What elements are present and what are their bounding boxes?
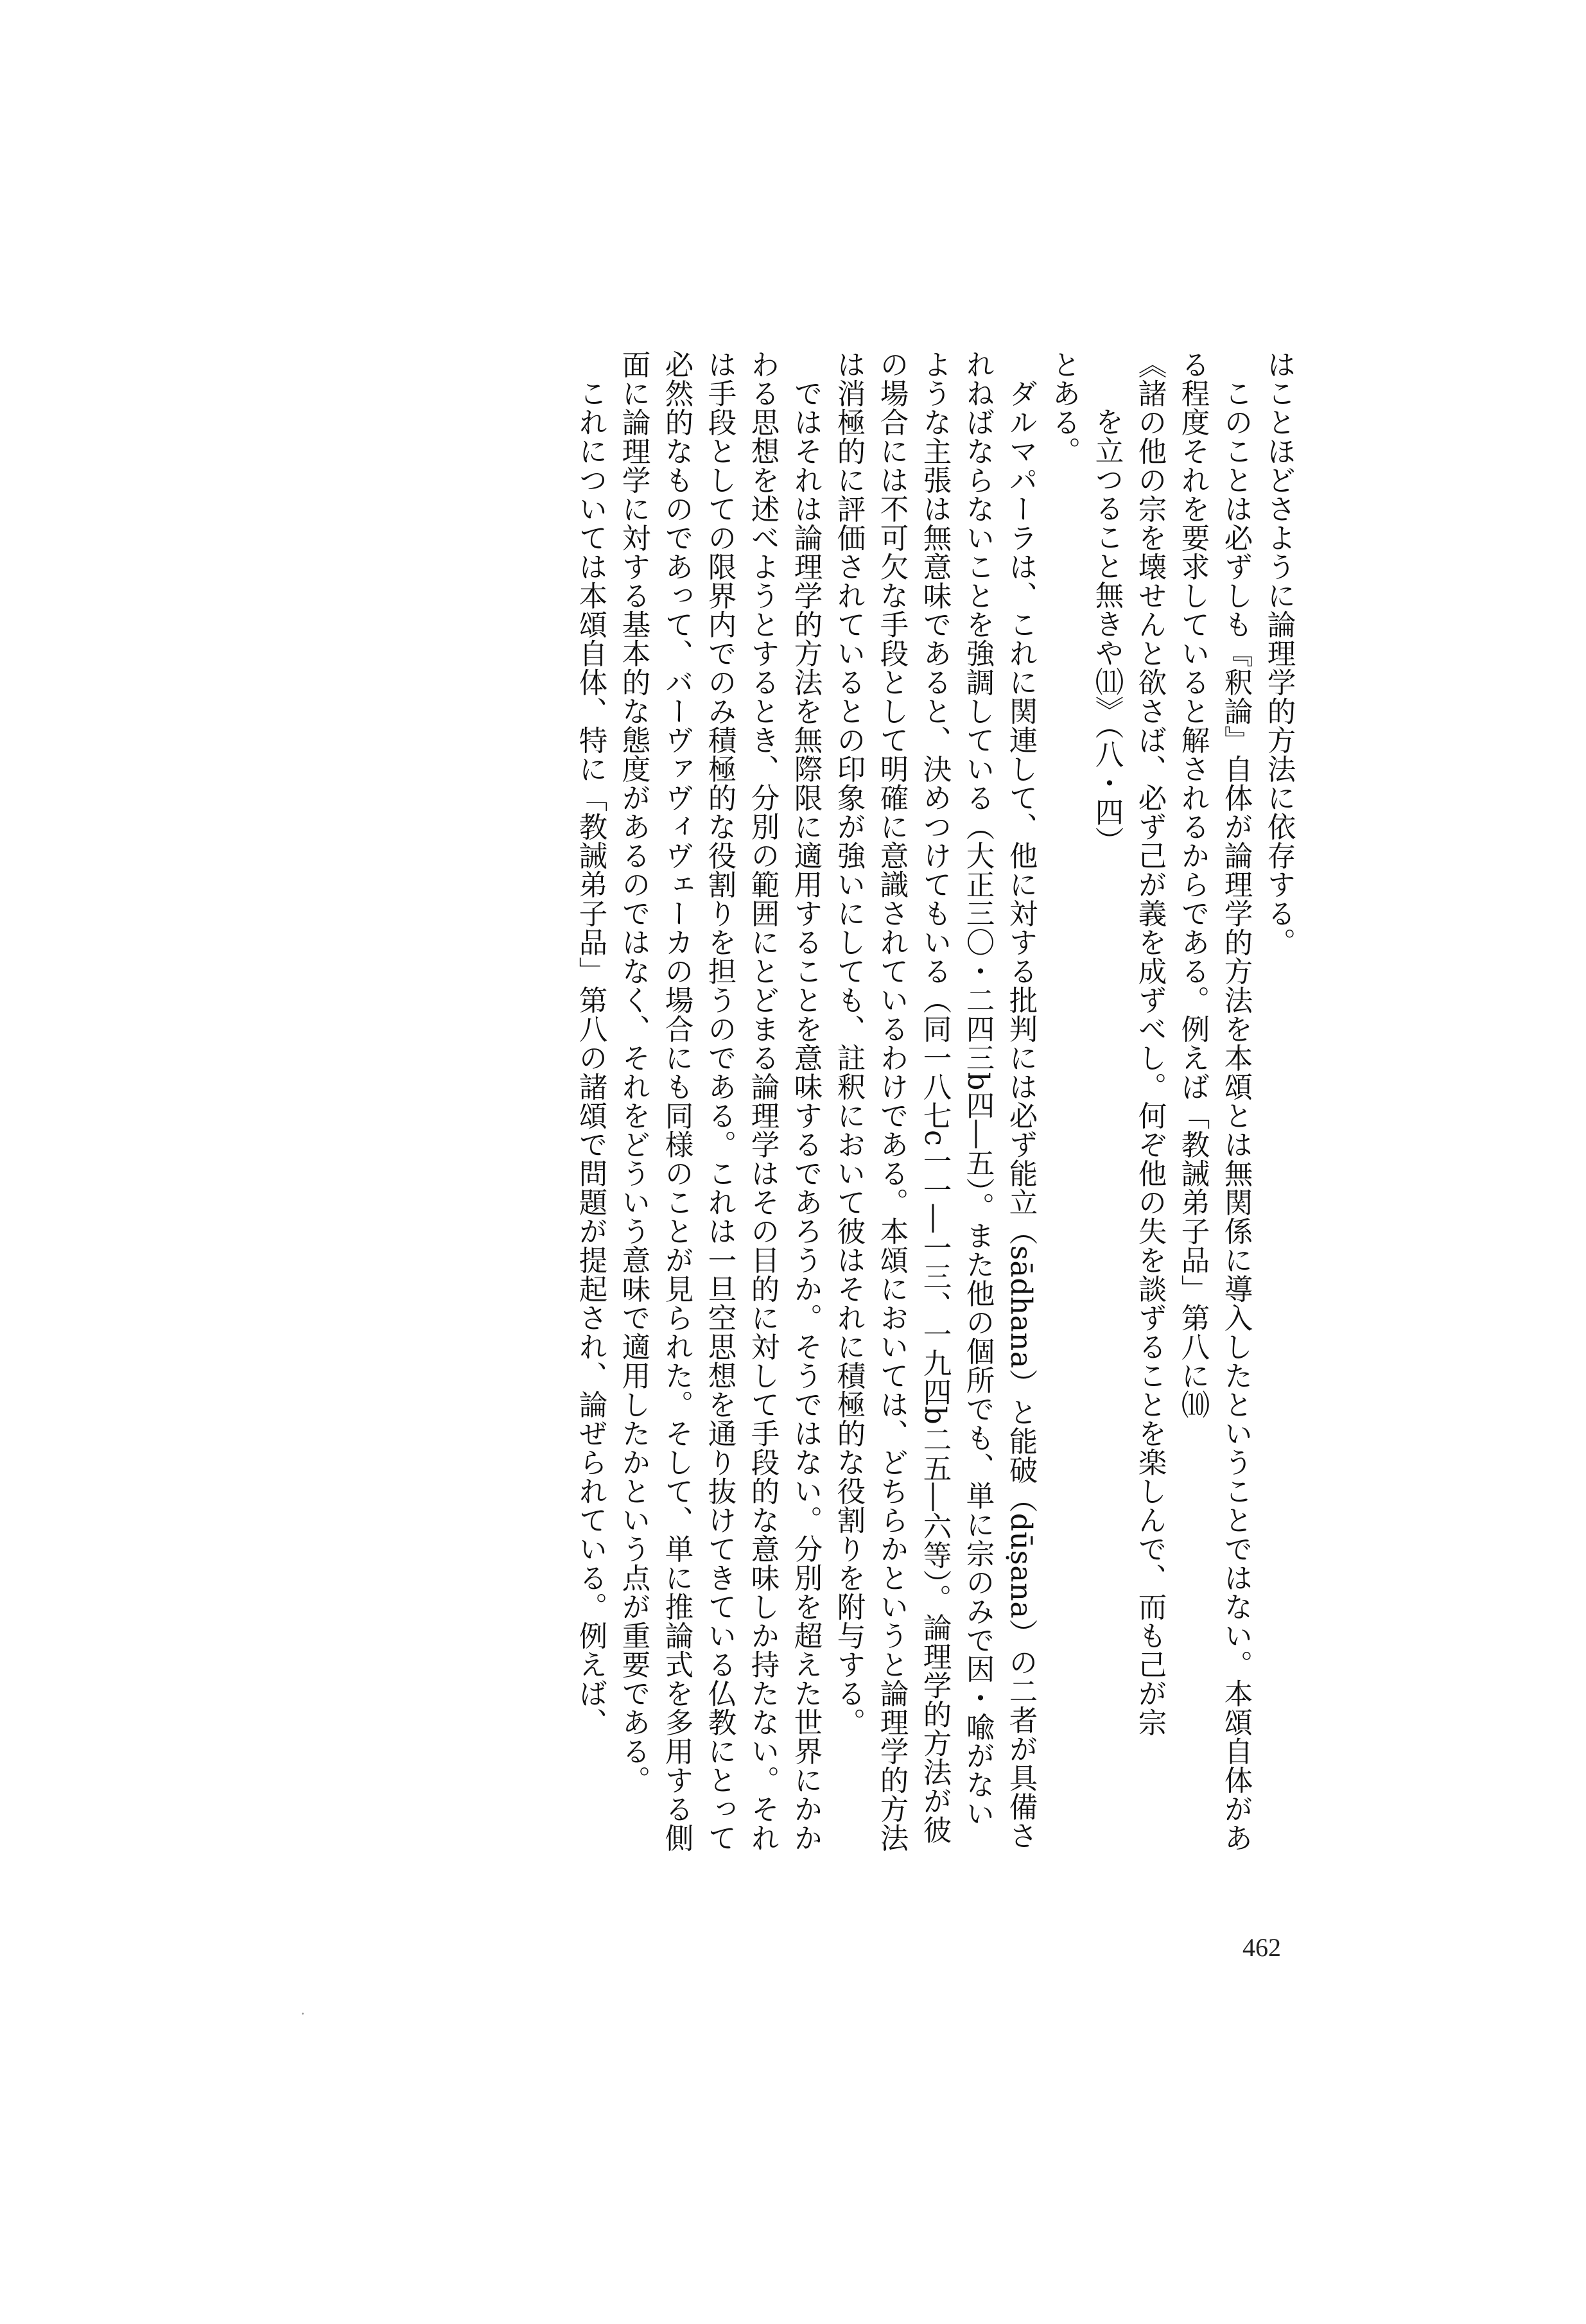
paragraph-5: ではそれは論理学的方法を無際限に適用することを意味するであろうか。そうではない。分別を超えた世界にかかわる思想を述べようとするとき、分別の範囲にとどまる論理学はその目的に対して手段的な意味しか持たない。それは手段としての限界内でのみ積極的な役割りを担うのである。これは一旦空思想を通り抜けてきている仏教にとって必然的なものであって、バーヴァヴィヴェーカの場合にも同様のことが見られた。そして、単に推論式を多用する側面に論理学に対する基本的な態度があるのではなく、それをどういう意味で適用したかという点が重要である。 xyxy=(617,350,822,1852)
page-number: 462 xyxy=(1242,1933,1281,1962)
vertical-text-body xyxy=(292,350,1300,1852)
quote-line-2: を立つること無きや⑾》（八・四） xyxy=(1090,407,1123,855)
paragraph-3: とある。 xyxy=(1047,350,1080,465)
paragraph-1: はことほどさように論理学的方法に依存する。 xyxy=(1262,350,1295,957)
scan-speck xyxy=(302,2013,304,2015)
paragraph-4: ダルマパーラは、これに関連して、他に対する批判には必ず能立（sādhana）と能破（dūṣana）の二者が具備されねばならないことを強調している（大正三〇・二四三b四―五）。また他の個所でも、単に宗のみで因・喩がないような主張は無意味であると、決めつけてもいる（同一八七c一一―一三、一九四b二五―六等）。論理学的方法が彼の場合には不可欠な手段として明確に意識されているわけである。本頌においては、どちらかというと論理学的方法は消極的に評価されているとの印象が強いにしても、註釈において彼はそれに積極的な役割りを附与する。 xyxy=(832,350,1037,1852)
paragraph-6: これについては本頌自体、特に「教誡弟子品」第八の諸頌で問題が提起され、論ぜられている。例えば、 xyxy=(574,378,607,1737)
block-quote xyxy=(1085,350,1171,1852)
quote-line-1: 《諸の他の宗を壊せんと欲さば、必ず己が義を成ずべし。何ぞ他の失を談ずることを楽しんで、而も己が宗 xyxy=(1133,350,1166,1737)
paragraph-2: このことは必ずしも『釈論』自体が論理学的方法を本頌とは無関係に導入したということではない。本頌自体がある程度それを要求していると解されるからである。例えば「教誡弟子品」第八に⑽ xyxy=(1176,350,1252,1852)
